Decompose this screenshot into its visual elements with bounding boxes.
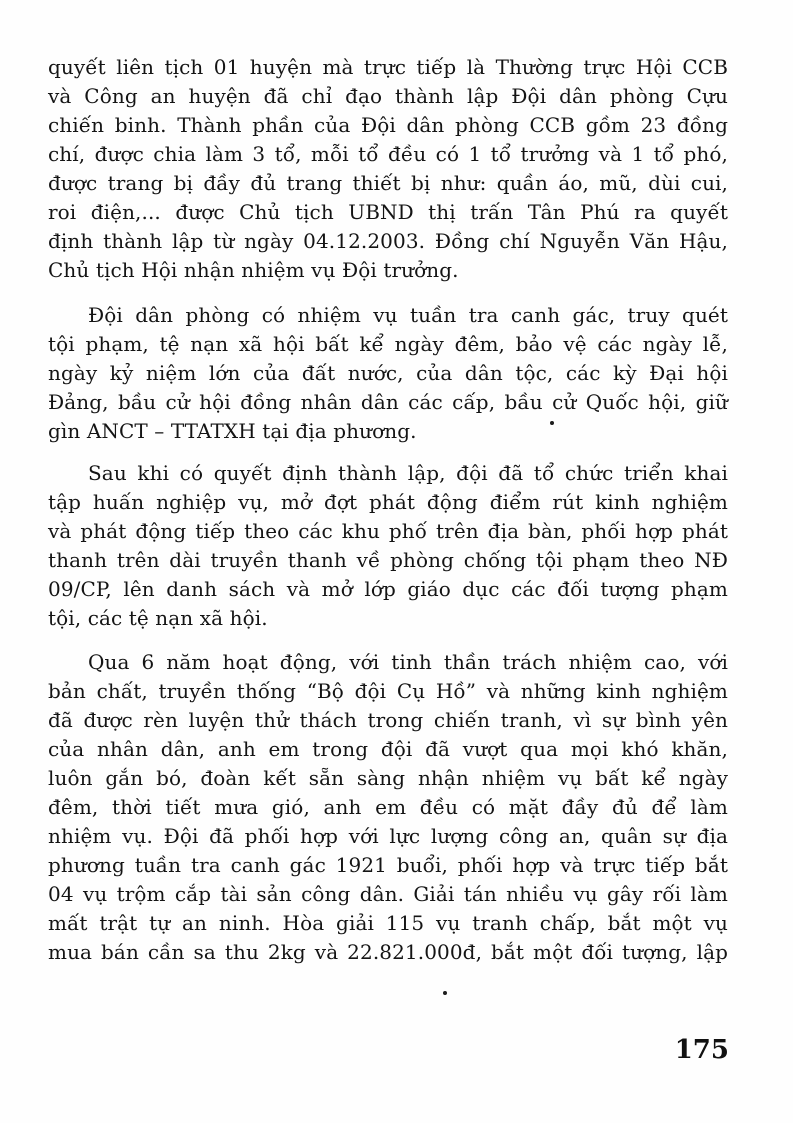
text-line: Sau khi có quyết định thành lập, đội đã tổ chức triển khai: [88, 461, 728, 485]
text-line: quyết liên tịch 01 huyện mà trực tiếp là Thường trực Hội CCB: [48, 55, 728, 79]
text-line: tội phạm, tệ nạn xã hội bất kể ngày đêm, bảo vệ các ngày lễ,: [48, 332, 728, 356]
text-line: đêm, thời tiết mưa gió, anh em đều có mặt đầy đủ để làm: [48, 795, 728, 819]
text-line: chí, được chia làm 3 tổ, mỗi tổ đều có 1 tổ trưởng và 1 tổ phó,: [48, 142, 728, 166]
page-number: 175: [674, 1035, 729, 1065]
text-line: chiến binh. Thành phần của Đội dân phòng CCB gồm 23 đồng: [48, 113, 728, 137]
paragraph: [48, 459, 728, 633]
scan-speck: [443, 991, 447, 995]
paragraph: [48, 53, 728, 285]
text-line: Đội dân phòng có nhiệm vụ tuần tra canh gác, truy quét: [88, 303, 728, 327]
text-line: tập huấn nghiệp vụ, mở đợt phát động điểm rút kinh nghiệm: [48, 490, 728, 514]
text-line: ngày kỷ niệm lớn của đất nước, của dân tộc, các kỳ Đại hội: [48, 361, 728, 385]
text-line: Chủ tịch Hội nhận nhiệm vụ Đội trưởng.: [48, 258, 459, 282]
scan-speck: [550, 421, 554, 425]
text-line: phương tuần tra canh gác 1921 buổi, phối hợp và trực tiếp bắt: [48, 853, 728, 877]
text-line: luôn gắn bó, đoàn kết sẵn sàng nhận nhiệm vụ bất kể ngày: [48, 766, 728, 790]
text-block: [48, 53, 728, 967]
paragraph: [48, 301, 728, 446]
text-line: đã được rèn luyện thử thách trong chiến tranh, vì sự bình yên: [48, 708, 728, 732]
text-line: thanh trên dài truyền thanh về phòng chống tội phạm theo NĐ: [48, 548, 728, 572]
text-line: 04 vụ trộm cắp tài sản công dân. Giải tán nhiều vụ gây rối làm: [48, 882, 728, 906]
text-line: Qua 6 năm hoạt động, với tinh thần trách nhiệm cao, với: [88, 650, 728, 674]
text-line: gìn ANCT – TTATXH tại địa phương.: [48, 419, 417, 443]
text-line: 09/CP, lên danh sách và mở lớp giáo dục các đối tượng phạm: [48, 577, 728, 601]
text-line: và phát động tiếp theo các khu phố trên địa bàn, phối hợp phát: [48, 519, 728, 543]
text-line: và Công an huyện đã chỉ đạo thành lập Đội dân phòng Cựu: [48, 84, 728, 108]
text-line: roi điện,... được Chủ tịch UBND thị trấn Tân Phú ra quyết: [48, 200, 728, 224]
text-line: mất trật tự an ninh. Hòa giải 115 vụ tranh chấp, bắt một vụ: [48, 911, 728, 935]
text-line: tội, các tệ nạn xã hội.: [48, 606, 268, 630]
text-line: định thành lập từ ngày 04.12.2003. Đồng chí Nguyễn Văn Hậu,: [48, 229, 728, 253]
text-line: nhiệm vụ. Đội đã phối hợp với lực lượng công an, quân sự địa: [48, 824, 728, 848]
text-line: Đảng, bầu cử hội đồng nhân dân các cấp, bầu cử Quốc hội, giữ: [48, 390, 728, 414]
paragraph: [48, 648, 728, 967]
text-line: bản chất, truyền thống “Bộ đội Cụ Hồ” và những kinh nghiệm: [48, 679, 728, 703]
text-line: của nhân dân, anh em trong đội đã vượt qua mọi khó khăn,: [48, 737, 728, 761]
text-line: mua bán cần sa thu 2kg và 22.821.000đ, bắt một đối tượng, lập: [48, 940, 728, 964]
text-line: được trang bị đầy đủ trang thiết bị như: quần áo, mũ, dùi cui,: [48, 171, 728, 195]
